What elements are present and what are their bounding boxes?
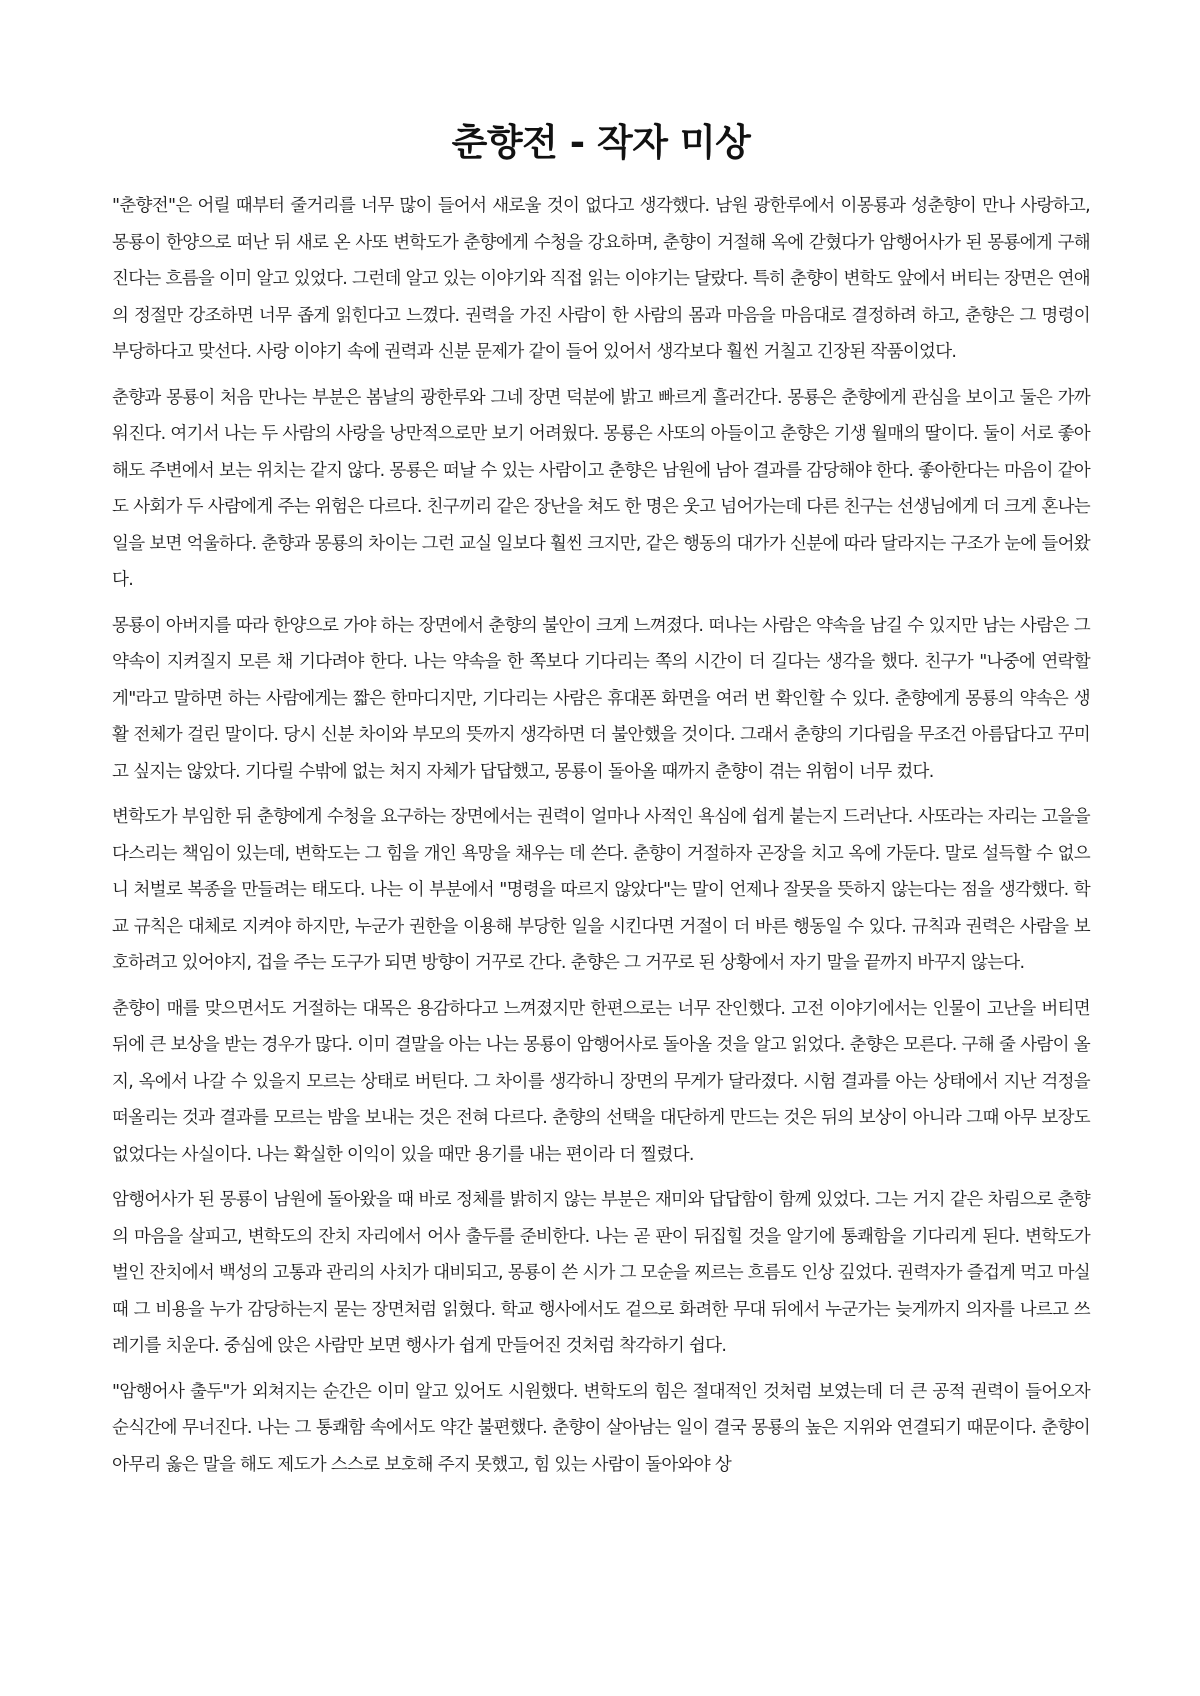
paragraph-2: 춘향과 몽룡이 처음 만나는 부분은 봄날의 광한루와 그네 장면 덕분에 밝고 빠르게 흘러간다. 몽룡은 춘향에게 관심을 보이고 둘은 가까워진다. 여기서 나는 두 사람의 사랑을 낭만적으로만 보기 어려웠다. 몽룡은 사또의 아들이고 춘향은 기생 월매의 딸이다. 둘이 서로 좋아해도 주변에서 보는 위치는 같지 않다. 몽룡은 떠날 수 있는 사람이고 춘향은 남원에 남아 결과를 감당해야 한다. 좋아한다는 마음이 같아도 사회가 두 사람에게 주는 위험은 다르다. 친구끼리 같은 장난을 쳐도 한 명은 웃고 넘어가는데 다른 친구는 선생님에게 더 크게 혼나는 일을 보면 억울하다. 춘향과 몽룡의 차이는 그런 교실 일보다 훨씬 크지만, 같은 행동의 대가가 신분에 따라 달라지는 구조가 눈에 들어왔다. xyxy=(112,387,1090,590)
paragraph-7: "암행어사 출두"가 외쳐지는 순간은 이미 알고 있어도 시원했다. 변학도의 힘은 절대적인 것처럼 보였는데 더 큰 공적 권력이 들어오자 순식간에 무너진다. 나는 그 통쾌함 속에서도 약간 불편했다. 춘향이 살아남는 일이 결국 몽룡의 높은 지위와 연결되기 때문이다. 춘향이 아무리 옳은 말을 해도 제도가 스스로 보호해 주지 못했고, 힘 있는 사람이 돌아와야 상 xyxy=(112,1381,1090,1475)
paragraph-4: 변학도가 부임한 뒤 춘향에게 수청을 요구하는 장면에서는 권력이 얼마나 사적인 욕심에 쉽게 붙는지 드러난다. 사또라는 자리는 고을을 다스리는 책임이 있는데, 변학도는 그 힘을 개인 욕망을 채우는 데 쓴다. 춘향이 거절하자 곤장을 치고 옥에 가둔다. 말로 설득할 수 없으니 처벌로 복종을 만들려는 태도다. 나는 이 부분에서 "명령을 따르지 않았다"는 말이 언제나 잘못을 뜻하지 않는다는 점을 생각했다. 학교 규칙은 대체로 지켜야 하지만, 누군가 권한을 이용해 부당한 일을 시킨다면 거절이 더 바른 행동일 수 있다. 규칙과 권력은 사람을 보호하려고 있어야지, 겁을 주는 도구가 되면 방향이 거꾸로 간다. 춘향은 그 거꾸로 된 상황에서 자기 말을 끝까지 바꾸지 않는다. xyxy=(112,807,1090,973)
paragraph-6: 암행어사가 된 몽룡이 남원에 돌아왔을 때 바로 정체를 밝히지 않는 부분은 재미와 답답함이 함께 있었다. 그는 거지 같은 차림으로 춘향의 마음을 살피고, 변학도의 잔치 자리에서 어사 출두를 준비한다. 나는 곧 판이 뒤집힐 것을 알기에 통쾌함을 기다리게 된다. 변학도가 벌인 잔치에서 백성의 고통과 관리의 사치가 대비되고, 몽룡이 쓴 시가 그 모순을 찌르는 흐름도 인상 깊었다. 권력자가 즐겁게 먹고 마실 때 그 비용을 누가 감당하는지 묻는 장면처럼 읽혔다. 학교 행사에서도 겉으로 화려한 무대 뒤에서 누군가는 늦게까지 의자를 나르고 쓰레기를 치운다. 중심에 앉은 사람만 보면 행사가 쉽게 만들어진 것처럼 착각하기 쉽다. xyxy=(112,1190,1090,1356)
paragraph-5: 춘향이 매를 맞으면서도 거절하는 대목은 용감하다고 느껴졌지만 한편으로는 너무 잔인했다. 고전 이야기에서는 인물이 고난을 버티면 뒤에 큰 보상을 받는 경우가 많다. 이미 결말을 아는 나는 몽룡이 암행어사로 돌아올 것을 알고 읽었다. 춘향은 모른다. 구해 줄 사람이 올지, 옥에서 나갈 수 있을지 모르는 상태로 버틴다. 그 차이를 생각하니 장면의 무게가 달라졌다. 시험 결과를 아는 상태에서 지난 걱정을 떠올리는 것과 결과를 모르는 밤을 보내는 것은 전혀 다르다. 춘향의 선택을 대단하게 만드는 것은 뒤의 보상이 아니라 그때 아무 보장도 없었다는 사실이다. 나는 확실한 이익이 있을 때만 용기를 내는 편이라 더 찔렸다. xyxy=(112,998,1090,1165)
paragraph-3: 몽룡이 아버지를 따라 한양으로 가야 하는 장면에서 춘향의 불안이 크게 느껴졌다. 떠나는 사람은 약속을 남길 수 있지만 남는 사람은 그 약속이 지켜질지 모른 채 기다려야 한다. 나는 약속을 한 쪽보다 기다리는 쪽의 시간이 더 길다는 생각을 했다. 친구가 "나중에 연락할게"라고 말하면 하는 사람에게는 짧은 한마디지만, 기다리는 사람은 휴대폰 화면을 여러 번 확인할 수 있다. 춘향에게 몽룡의 약속은 생활 전체가 걸린 말이다. 당시 신분 차이와 부모의 뜻까지 생각하면 더 불안했을 것이다. 그래서 춘향의 기다림을 무조건 아름답다고 꾸미고 싶지는 않았다. 기다릴 수밖에 없는 처지 자체가 답답했고, 몽룡이 돌아올 때까지 춘향이 겪는 위험이 너무 컸다. xyxy=(112,615,1090,782)
document-title: 춘향전 - 작자 미상 xyxy=(451,121,751,164)
paragraph-1: "춘향전"은 어릴 때부터 줄거리를 너무 많이 들어서 새로울 것이 없다고 생각했다. 남원 광한루에서 이몽룡과 성춘향이 만나 사랑하고, 몽룡이 한양으로 떠난 뒤 새로 온 사또 변학도가 춘향에게 수청을 강요하며, 춘향이 거절해 옥에 갇혔다가 암행어사가 된 몽룡에게 구해진다는 흐름을 이미 알고 있었다. 그런데 알고 있는 이야기와 직접 읽는 이야기는 달랐다. 특히 춘향이 변학도 앞에서 버티는 장면은 연애의 정절만 강조하면 너무 좁게 읽힌다고 느꼈다. 권력을 가진 사람이 한 사람의 몸과 마음을 마음대로 결정하려 하고, 춘향은 그 명령이 부당하다고 맞선다. 사랑 이야기 속에 권력과 신분 문제가 같이 들어 있어서 생각보다 훨씬 거칠고 긴장된 작품이었다. xyxy=(112,196,1090,362)
